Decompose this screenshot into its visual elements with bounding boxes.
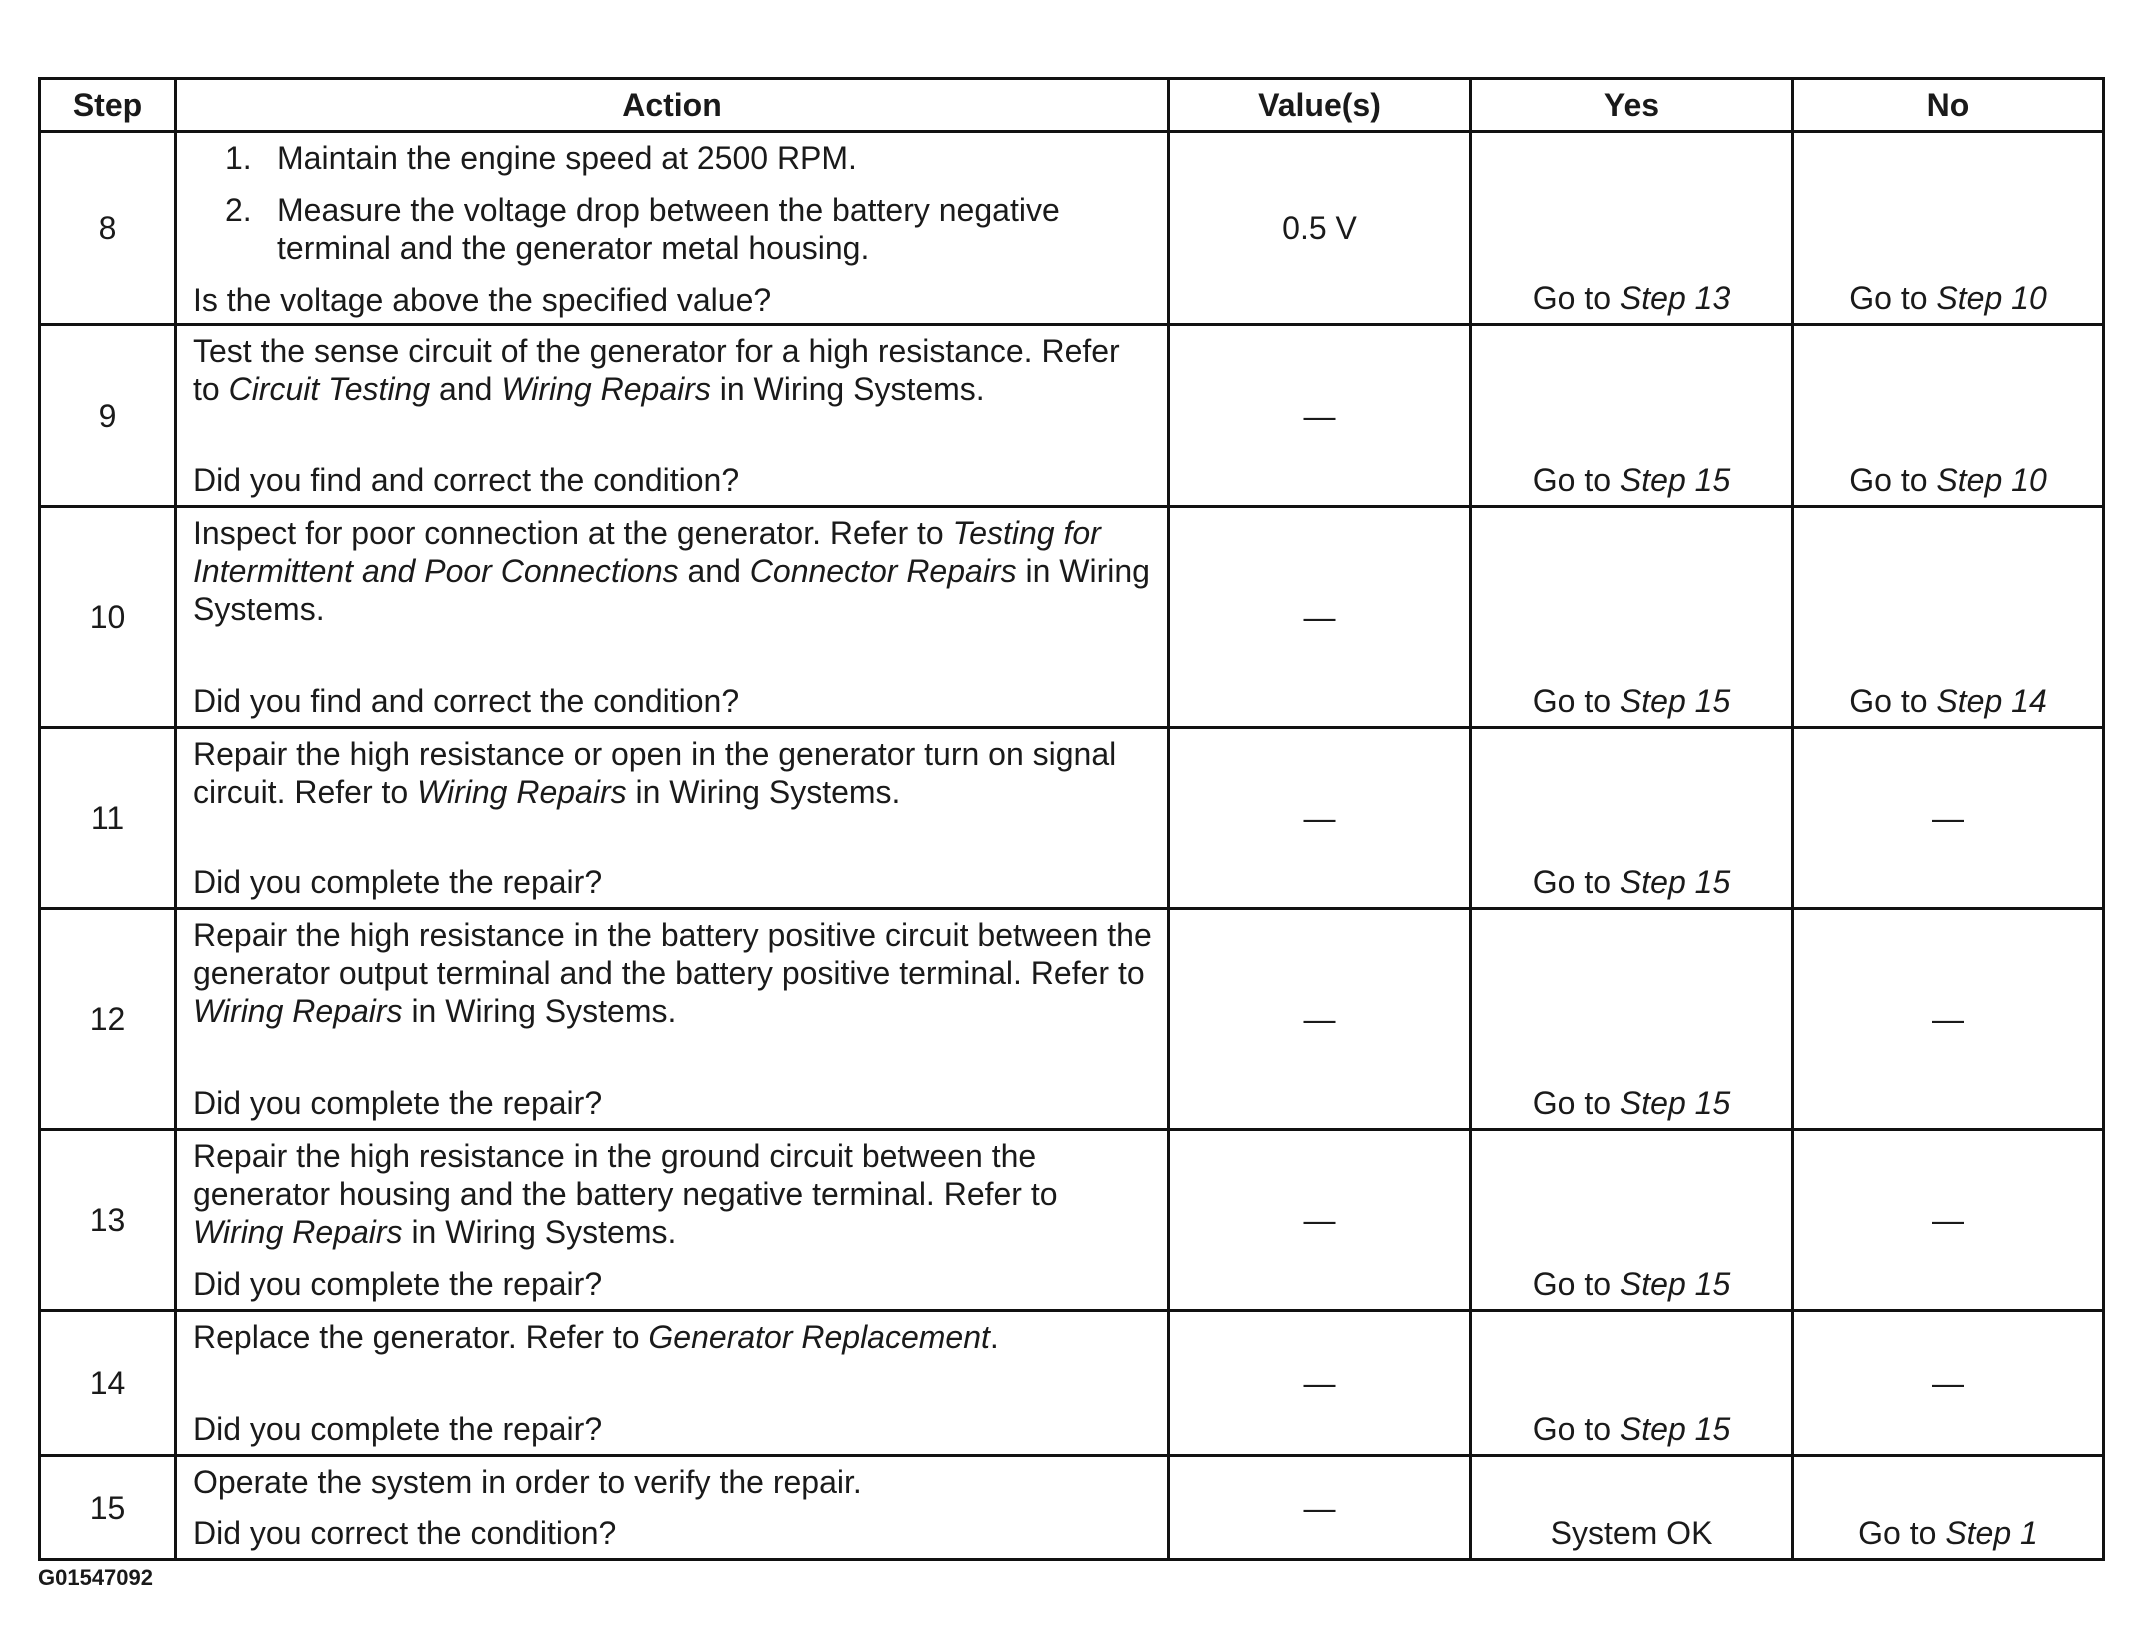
go-to-label: Go to: [1532, 1411, 1620, 1447]
header-no: No: [1793, 79, 2104, 132]
action-cell: [176, 325, 1169, 507]
action-text: Repair the high resistance or open in the generator turn on signal circuit. Refer to: [193, 736, 1117, 810]
no-outcome-dash: —: [1932, 1001, 1964, 1037]
step-link[interactable]: Step 10: [1936, 462, 2047, 498]
action-instruction: [193, 1137, 1153, 1265]
go-to-label: Go to: [1849, 462, 1937, 498]
action-question: Did you find and correct the condition?: [193, 683, 740, 719]
no-outcome-dash: —: [1932, 1202, 1964, 1238]
go-to-label: Go to: [1532, 1266, 1620, 1302]
value-cell: —: [1169, 507, 1471, 728]
step-number: 14: [40, 1311, 176, 1456]
list-number: 1.: [225, 140, 252, 176]
action-instruction: [193, 139, 1153, 281]
action-question: Did you complete the repair?: [193, 1085, 603, 1121]
value-cell: —: [1169, 1311, 1471, 1456]
step-number: 8: [40, 132, 176, 325]
action-text: and: [430, 371, 502, 407]
yes-outcome[interactable]: [1472, 461, 1791, 499]
no-outcome-dash: —: [1932, 800, 1964, 836]
no-cell: [1793, 132, 2104, 325]
reference-link[interactable]: Connector Repairs: [749, 553, 1017, 589]
yes-cell: [1471, 507, 1793, 728]
no-cell: [1793, 909, 2104, 1130]
yes-cell: [1471, 132, 1793, 325]
go-to-label: Go to: [1532, 280, 1620, 316]
header-yes: Yes: [1471, 79, 1793, 132]
value-cell: —: [1169, 325, 1471, 507]
no-cell: [1793, 507, 2104, 728]
list-number: 2.: [225, 192, 252, 228]
reference-link[interactable]: Circuit Testing: [228, 371, 431, 407]
action-instruction: [193, 1318, 1153, 1410]
step-link[interactable]: Step 15: [1619, 1085, 1731, 1121]
no-cell: [1793, 325, 2104, 507]
step-link[interactable]: Step 10: [1936, 280, 2047, 316]
action-instruction: [193, 916, 1153, 1084]
go-to-label: Go to: [1858, 1515, 1946, 1551]
yes-outcome[interactable]: [1472, 863, 1791, 901]
step-link[interactable]: Step 15: [1619, 1411, 1731, 1447]
step-number: 10: [40, 507, 176, 728]
action-question: Did you correct the condition?: [193, 1515, 617, 1551]
yes-outcome[interactable]: [1472, 682, 1791, 720]
yes-outcome[interactable]: [1472, 279, 1791, 317]
step-link[interactable]: Step 13: [1619, 280, 1731, 316]
action-instruction: [193, 514, 1153, 682]
no-outcome[interactable]: [1794, 1514, 2102, 1552]
table-row: [40, 507, 2104, 728]
value-cell: —: [1169, 1456, 1471, 1560]
action-cell: [176, 1311, 1169, 1456]
table-row: [40, 132, 2104, 325]
action-text: and: [678, 553, 750, 589]
go-to-label: Go to: [1532, 864, 1620, 900]
yes-outcome[interactable]: System OK: [1550, 1515, 1713, 1551]
go-to-label: Go to: [1849, 683, 1937, 719]
action-text: in Wiring Systems.: [710, 371, 985, 407]
step-link[interactable]: Step 14: [1936, 683, 2047, 719]
list-text: Measure the voltage drop between the battery negative terminal and the generator metal housing.: [277, 192, 1060, 266]
table-row: [40, 728, 2104, 909]
yes-cell: [1471, 1130, 1793, 1311]
action-text: Operate the system in order to verify the repair.: [193, 1464, 862, 1500]
action-text: Inspect for poor connection at the generator. Refer to: [193, 515, 953, 551]
action-instruction: [193, 735, 1153, 863]
go-to-label: Go to: [1532, 683, 1620, 719]
go-to-label: Go to: [1849, 280, 1937, 316]
action-question: Did you complete the repair?: [193, 864, 603, 900]
yes-cell: [1471, 1456, 1793, 1560]
reference-link[interactable]: Wiring Repairs: [193, 1214, 403, 1250]
no-outcome-dash: —: [1932, 1365, 1964, 1401]
yes-cell: [1471, 909, 1793, 1130]
action-text: in Wiring Systems.: [626, 774, 901, 810]
go-to-label: Go to: [1532, 1085, 1620, 1121]
action-text: Repair the high resistance in the ground circuit between the generator housing and the battery negative terminal. Refer to: [193, 1138, 1058, 1212]
step-number: 11: [40, 728, 176, 909]
reference-link[interactable]: Testing for Intermittent and Poor Connections: [193, 515, 1101, 589]
header-row: [40, 79, 2104, 132]
no-cell: [1793, 1456, 2104, 1560]
action-text: in Wiring Systems.: [193, 553, 1150, 627]
header-action: Action: [176, 79, 1169, 132]
no-outcome[interactable]: [1794, 461, 2102, 499]
no-cell: [1793, 1311, 2104, 1456]
value-cell: 0.5 V: [1169, 132, 1471, 325]
action-cell: [176, 1130, 1169, 1311]
action-cell: [176, 1456, 1169, 1560]
step-link[interactable]: Step 15: [1619, 683, 1731, 719]
diagnostic-table: [38, 77, 2105, 1561]
go-to-label: Go to: [1532, 462, 1620, 498]
action-question: Is the voltage above the specified value?: [193, 282, 772, 318]
yes-outcome[interactable]: [1472, 1410, 1791, 1448]
no-outcome[interactable]: [1794, 682, 2102, 720]
yes-outcome[interactable]: [1472, 1084, 1791, 1122]
yes-outcome[interactable]: [1472, 1265, 1791, 1303]
table-row: [40, 1456, 2104, 1560]
step-number: 13: [40, 1130, 176, 1311]
action-text: Replace the generator. Refer to: [193, 1319, 649, 1355]
action-text: Repair the high resistance in the battery positive circuit between the generator output terminal and the battery positive terminal. Refer to: [193, 917, 1152, 991]
action-cell: [176, 132, 1169, 325]
step-link[interactable]: Step 15: [1619, 1266, 1731, 1302]
no-outcome[interactable]: [1794, 279, 2102, 317]
header-step: Step: [40, 79, 176, 132]
step-number: 12: [40, 909, 176, 1130]
no-cell: [1793, 728, 2104, 909]
action-question: Did you complete the repair?: [193, 1266, 603, 1302]
no-cell: [1793, 1130, 2104, 1311]
action-question: Did you complete the repair?: [193, 1411, 603, 1447]
reference-link[interactable]: Wiring Repairs: [417, 774, 627, 810]
action-instruction: [193, 1463, 1153, 1514]
header-values: Value(s): [1169, 79, 1471, 132]
table-row: [40, 1130, 2104, 1311]
step-link[interactable]: Step 15: [1619, 462, 1731, 498]
action-text: in Wiring Systems.: [402, 993, 677, 1029]
step-number: 15: [40, 1456, 176, 1560]
step-link[interactable]: Step 1: [1945, 1515, 2038, 1551]
value-cell: —: [1169, 1130, 1471, 1311]
step-link[interactable]: Step 15: [1619, 864, 1731, 900]
value-cell: —: [1169, 728, 1471, 909]
value-cell: —: [1169, 909, 1471, 1130]
yes-cell: [1471, 1311, 1793, 1456]
action-text: in Wiring Systems.: [402, 1214, 677, 1250]
action-instruction: [193, 332, 1153, 461]
figure-id: G01547092: [38, 1565, 153, 1590]
action-list-item: [193, 139, 1153, 177]
yes-cell: [1471, 728, 1793, 909]
action-cell: [176, 728, 1169, 909]
action-text: .: [989, 1319, 999, 1355]
reference-link[interactable]: Generator Replacement: [648, 1319, 990, 1355]
table-row: [40, 325, 2104, 507]
action-cell: [176, 507, 1169, 728]
table-row: [40, 909, 2104, 1130]
table-row: [40, 1311, 2104, 1456]
action-list-item: [193, 191, 1153, 267]
yes-cell: [1471, 325, 1793, 507]
step-number: 9: [40, 325, 176, 507]
reference-link[interactable]: Wiring Repairs: [501, 371, 711, 407]
action-question: Did you find and correct the condition?: [193, 462, 740, 498]
list-text: Maintain the engine speed at 2500 RPM.: [277, 140, 857, 176]
action-cell: [176, 909, 1169, 1130]
action-text: Test the sense circuit of the generator for a high resistance. Refer to: [193, 333, 1120, 407]
reference-link[interactable]: Wiring Repairs: [193, 993, 403, 1029]
